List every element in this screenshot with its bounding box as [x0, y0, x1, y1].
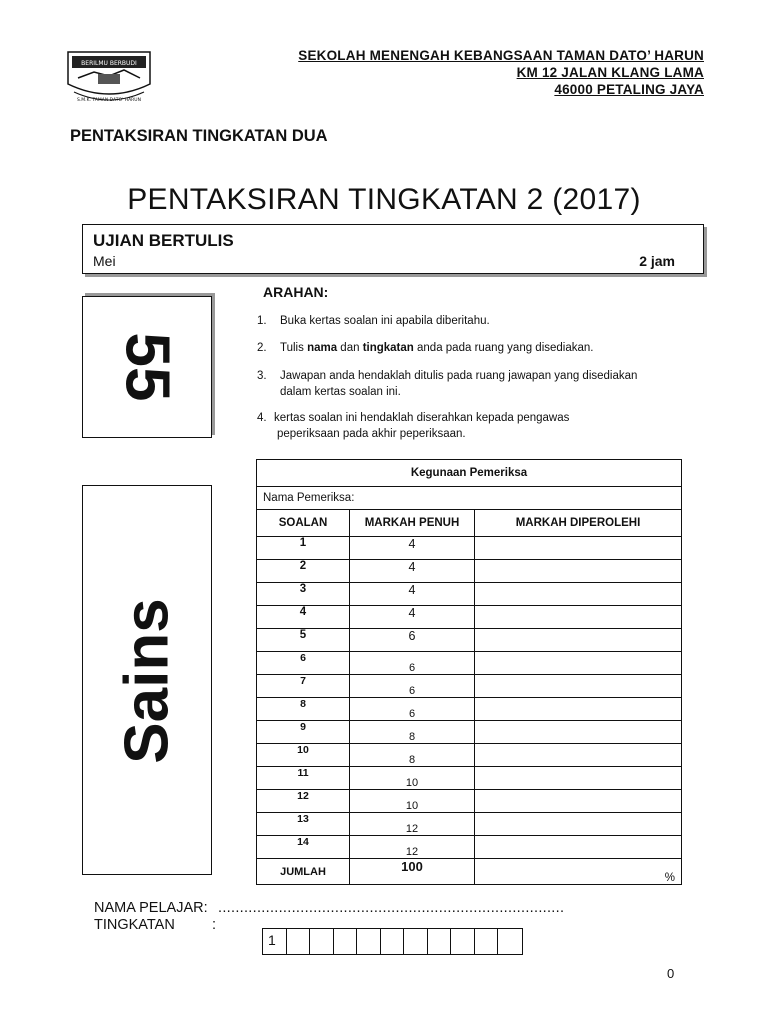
class-box[interactable]	[381, 929, 405, 954]
marks-obtained-cell[interactable]	[475, 537, 682, 560]
question-number: 7	[257, 675, 350, 698]
question-number: 1	[257, 537, 350, 560]
full-marks: 8	[350, 744, 475, 767]
instruction-item	[257, 368, 647, 400]
instruction-number: 3.	[257, 370, 267, 382]
marks-obtained-cell[interactable]	[475, 675, 682, 698]
marks-obtained-cell[interactable]	[475, 652, 682, 675]
column-header-question: SOALAN	[257, 510, 350, 537]
column-header-full-marks: MARKAH PENUH	[350, 510, 475, 537]
instructions-title: ARAHAN:	[263, 284, 329, 300]
full-marks: 4	[350, 537, 475, 560]
full-marks: 4	[350, 583, 475, 606]
question-number: 11	[257, 767, 350, 790]
total-percent-cell[interactable]: %	[475, 859, 682, 885]
exam-info-box	[82, 224, 704, 274]
question-number: 9	[257, 721, 350, 744]
question-number: 3	[257, 583, 350, 606]
full-marks: 4	[350, 560, 475, 583]
class-box[interactable]	[357, 929, 381, 954]
total-label: JUMLAH	[257, 859, 350, 885]
school-address-line2: 46000 PETALING JAYA	[554, 82, 704, 97]
total-row	[257, 859, 682, 885]
school-address-line1: KM 12 JALAN KLANG LAMA	[516, 65, 704, 80]
question-number: 12	[257, 790, 350, 813]
marks-obtained-cell[interactable]	[475, 767, 682, 790]
marks-obtained-cell[interactable]	[475, 629, 682, 652]
class-colon: :	[212, 917, 217, 933]
section-title: PENTAKSIRAN TINGKATAN DUA	[70, 127, 328, 145]
class-box[interactable]	[334, 929, 358, 954]
class-box[interactable]	[287, 929, 311, 954]
full-marks: 8	[350, 721, 475, 744]
question-number: 14	[257, 836, 350, 859]
instruction-bold-tingkatan: tingkatan	[362, 342, 414, 354]
table-row	[257, 583, 682, 606]
class-box[interactable]	[310, 929, 334, 954]
question-number: 5	[257, 629, 350, 652]
instruction-bold-nama: nama	[307, 342, 338, 354]
marks-obtained-cell[interactable]	[475, 836, 682, 859]
school-crest-icon	[64, 48, 154, 106]
marks-obtained-cell[interactable]	[475, 560, 682, 583]
page-number: 0	[667, 966, 675, 981]
table-row	[257, 744, 682, 767]
class-box[interactable]	[451, 929, 475, 954]
table-row	[257, 721, 682, 744]
instruction-number: 4.	[257, 412, 267, 424]
instruction-text	[280, 340, 677, 356]
examiner-score-table	[256, 459, 682, 885]
exam-type: UJIAN BERTULIS	[93, 231, 234, 250]
instruction-text: Buka kertas soalan ini apabila diberitahu.	[280, 315, 490, 327]
instruction-item	[257, 410, 677, 442]
full-marks: 10	[350, 767, 475, 790]
table-row	[257, 813, 682, 836]
question-number: 6	[257, 652, 350, 675]
class-box[interactable]	[498, 929, 522, 954]
class-box[interactable]	[475, 929, 499, 954]
instruction-text: Jawapan anda hendaklah ditulis pada ruang jawapan yang disediakan dalam kertas soalan ini.	[280, 370, 638, 398]
marks-obtained-cell[interactable]	[475, 721, 682, 744]
table-row	[257, 629, 682, 652]
paper-code: 55	[112, 332, 182, 402]
examiner-name-field[interactable]: Nama Pemeriksa:	[257, 487, 682, 510]
question-number: 2	[257, 560, 350, 583]
full-marks: 6	[350, 698, 475, 721]
table-row	[257, 698, 682, 721]
question-number: 10	[257, 744, 350, 767]
instruction-text-part: anda pada ruang yang disediakan.	[413, 342, 594, 354]
paper-code-box	[82, 296, 212, 438]
subject-name: Sains	[112, 598, 182, 764]
question-number: 8	[257, 698, 350, 721]
class-input-boxes	[262, 928, 523, 955]
question-number: 4	[257, 606, 350, 629]
marks-obtained-cell[interactable]	[475, 813, 682, 836]
class-box[interactable]: 1	[263, 929, 287, 954]
instruction-item	[257, 340, 677, 356]
instruction-text-part: dan	[337, 342, 363, 354]
marks-obtained-cell[interactable]	[475, 606, 682, 629]
full-marks: 12	[350, 836, 475, 859]
table-row	[257, 652, 682, 675]
class-box[interactable]	[428, 929, 452, 954]
table-row	[257, 606, 682, 629]
question-number: 13	[257, 813, 350, 836]
table-row	[257, 836, 682, 859]
full-marks: 10	[350, 790, 475, 813]
instruction-text: kertas soalan ini hendaklah diserahkan kepada pengawas	[274, 412, 570, 424]
table-row	[257, 560, 682, 583]
full-marks: 6	[350, 629, 475, 652]
exam-duration: 2 jam	[639, 253, 675, 269]
school-name: SEKOLAH MENENGAH KEBANGSAAN TAMAN DATO’ HARUN	[298, 48, 704, 63]
class-label: TINGKATAN	[94, 917, 175, 933]
page-title: PENTAKSIRAN TINGKATAN 2 (2017)	[127, 183, 641, 216]
full-marks: 12	[350, 813, 475, 836]
instruction-number: 1.	[257, 315, 267, 327]
marks-obtained-cell[interactable]	[475, 583, 682, 606]
total-full-marks: 100	[350, 859, 475, 885]
table-row	[257, 790, 682, 813]
marks-obtained-cell[interactable]	[475, 744, 682, 767]
instruction-text-continued: peperiksaan pada akhir peperiksaan.	[277, 428, 466, 440]
table-row	[257, 675, 682, 698]
instruction-text-part: Tulis	[280, 342, 308, 354]
student-name-label: NAMA PELAJAR:	[94, 900, 208, 916]
table-title: Kegunaan Pemeriksa	[257, 460, 682, 487]
instruction-number: 2.	[257, 342, 267, 354]
exam-month: Mei	[93, 253, 116, 269]
full-marks: 6	[350, 652, 475, 675]
table-row	[257, 767, 682, 790]
full-marks: 6	[350, 675, 475, 698]
marks-obtained-cell[interactable]	[475, 698, 682, 721]
class-box[interactable]	[404, 929, 428, 954]
full-marks: 4	[350, 606, 475, 629]
instruction-item	[257, 313, 677, 329]
logo-caption: S.M.K. TAMAN DATO' HARUN	[77, 98, 141, 103]
subject-box	[82, 485, 212, 875]
marks-obtained-cell[interactable]	[475, 790, 682, 813]
logo-motto: BERILMU BERBUDI	[81, 60, 137, 67]
table-row	[257, 537, 682, 560]
column-header-marks-obtained: MARKAH DIPEROLEHI	[475, 510, 682, 537]
student-name-field[interactable]: ................................................................................	[218, 900, 565, 916]
